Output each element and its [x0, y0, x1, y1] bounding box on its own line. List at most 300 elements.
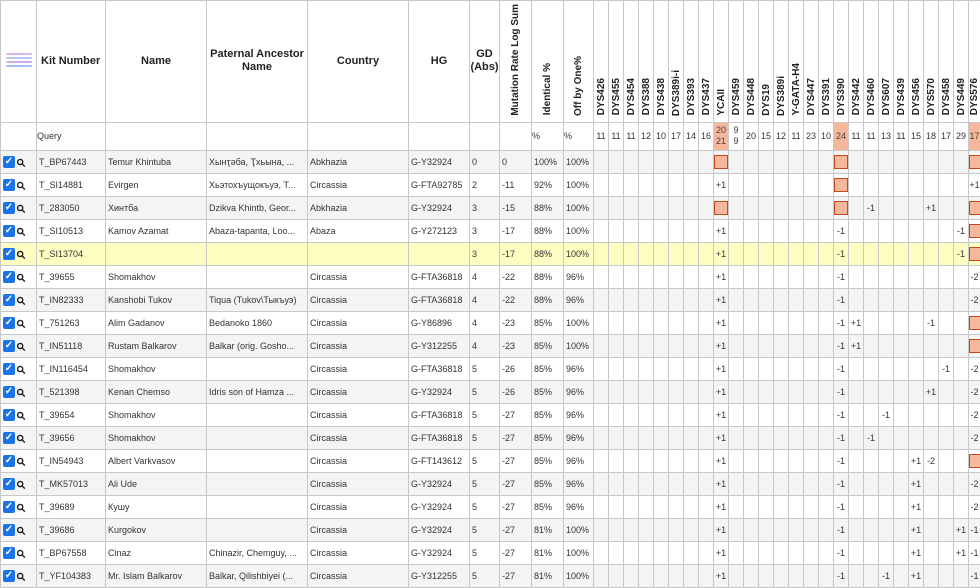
- row-checkbox[interactable]: ✓: [3, 478, 15, 490]
- gd-cell: 5: [470, 541, 500, 564]
- gd-cell: 5: [470, 403, 500, 426]
- row-checkbox[interactable]: ✓: [3, 386, 15, 398]
- gd-cell: 4: [470, 288, 500, 311]
- marker-cell: [789, 380, 804, 403]
- marker-cell: [654, 495, 669, 518]
- marker-cell: [699, 334, 714, 357]
- marker-cell: [894, 518, 909, 541]
- kit-number-cell[interactable]: T_39656: [37, 426, 106, 449]
- marker-cell: [654, 541, 669, 564]
- query-marker-value-part: 20: [714, 125, 728, 136]
- diff-marker-box: [834, 155, 848, 169]
- marker-cell: -1: [834, 495, 849, 518]
- marker-cell: [774, 541, 789, 564]
- marker-cell: [609, 334, 624, 357]
- search-icon[interactable]: ⚲: [15, 222, 32, 239]
- search-icon[interactable]: ⚲: [15, 360, 32, 377]
- marker-cell: [624, 150, 639, 173]
- query-marker-value: 29: [954, 122, 969, 150]
- marker-cell: [879, 265, 894, 288]
- gd-cell: 3: [470, 196, 500, 219]
- gd-cell: 5: [470, 518, 500, 541]
- marker-cell: [774, 426, 789, 449]
- marker-cell: [699, 288, 714, 311]
- marker-cell: [879, 242, 894, 265]
- kit-number-cell[interactable]: T_YF104383: [37, 564, 106, 587]
- search-icon[interactable]: ⚲: [15, 337, 32, 354]
- marker-cell: [594, 449, 609, 472]
- col-marker[interactable]: DYS439: [894, 1, 909, 123]
- marker-cell: [669, 449, 684, 472]
- marker-cell: [849, 357, 864, 380]
- col-marker[interactable]: DYS458: [939, 1, 954, 123]
- kit-number-cell[interactable]: T_BP67558: [37, 541, 106, 564]
- app-logo: [1, 1, 37, 123]
- col-marker[interactable]: DYS456: [909, 1, 924, 123]
- marker-cell: [624, 403, 639, 426]
- marker-cell: -2: [924, 449, 939, 472]
- col-off-by-one[interactable]: Off by One%: [564, 1, 594, 123]
- marker-cell: [924, 472, 939, 495]
- gd-cell: 3: [470, 219, 500, 242]
- marker-cell: [774, 196, 789, 219]
- col-marker[interactable]: Y-GATA-H4: [789, 1, 804, 123]
- marker-cell: [654, 242, 669, 265]
- country-cell: Circassia: [308, 380, 409, 403]
- marker-cell: -1: [834, 380, 849, 403]
- search-icon[interactable]: ⚲: [15, 314, 32, 331]
- search-icon[interactable]: ⚲: [15, 383, 32, 400]
- col-marker[interactable]: DYS389i-i: [669, 1, 684, 123]
- kit-number-cell[interactable]: T_MK57013: [37, 472, 106, 495]
- mutation-cell: -27: [500, 426, 532, 449]
- marker-cell: [924, 426, 939, 449]
- identical-cell: 81%: [532, 518, 564, 541]
- marker-cell: [654, 196, 669, 219]
- col-kit-number[interactable]: Kit Number: [37, 1, 106, 123]
- marker-cell: [909, 265, 924, 288]
- row-controls-wrap: [1, 404, 36, 426]
- marker-cell: +1: [954, 541, 969, 564]
- marker-cell: [849, 196, 864, 219]
- marker-cell: [939, 334, 954, 357]
- gd-cell: 5: [470, 357, 500, 380]
- marker-cell: [789, 495, 804, 518]
- marker-cell: [819, 265, 834, 288]
- col-marker[interactable]: DYS570: [924, 1, 939, 123]
- row-checkbox[interactable]: ✓: [3, 225, 15, 237]
- query-empty-cell: [207, 122, 308, 150]
- marker-cell: [609, 472, 624, 495]
- marker-cell: [939, 196, 954, 219]
- marker-cell: +1: [909, 495, 924, 518]
- marker-cell: [669, 311, 684, 334]
- row-checkbox[interactable]: ✓: [3, 524, 15, 536]
- col-marker[interactable]: DYS459: [729, 1, 744, 123]
- marker-cell: [894, 173, 909, 196]
- marker-cell: [939, 426, 954, 449]
- marker-cell: [849, 173, 864, 196]
- kit-number-cell[interactable]: T_39689: [37, 495, 106, 518]
- marker-cell: [879, 288, 894, 311]
- marker-cell: [759, 380, 774, 403]
- marker-cell: +1: [714, 288, 729, 311]
- marker-cell: [774, 495, 789, 518]
- col-mutation-rate[interactable]: Mutation Rate Log Sum: [500, 1, 532, 123]
- marker-cell: [879, 196, 894, 219]
- marker-cell: [939, 242, 954, 265]
- marker-cell: [639, 265, 654, 288]
- marker-cell: [594, 357, 609, 380]
- col-marker[interactable]: DYS455: [609, 1, 624, 123]
- marker-cell: [864, 173, 879, 196]
- row-controls: [1, 334, 37, 357]
- marker-cell: [594, 173, 609, 196]
- col-paternal-ancestor[interactable]: Paternal Ancestor Name: [207, 1, 308, 123]
- search-icon[interactable]: ⚲: [15, 291, 32, 308]
- col-marker[interactable]: DYS449: [954, 1, 969, 123]
- marker-cell: [594, 219, 609, 242]
- ancestor-cell: Bedanoko 1860: [207, 311, 308, 334]
- kit-number-cell[interactable]: T_SI13704: [37, 242, 106, 265]
- row-checkbox[interactable]: ✓: [3, 156, 15, 168]
- marker-cell: [849, 265, 864, 288]
- marker-cell: [624, 449, 639, 472]
- row-checkbox[interactable]: ✓: [3, 547, 15, 559]
- marker-cell: [774, 242, 789, 265]
- table-row: [1, 449, 980, 472]
- row-checkbox[interactable]: ✓: [3, 363, 15, 375]
- kit-number-cell[interactable]: T_IN51118: [37, 334, 106, 357]
- query-marker-value: 17: [939, 122, 954, 150]
- col-marker[interactable]: DYS447: [804, 1, 819, 123]
- row-checkbox[interactable]: ✓: [3, 409, 15, 421]
- row-checkbox[interactable]: ✓: [3, 340, 15, 352]
- marker-cell: [849, 449, 864, 472]
- marker-cell: +1: [924, 380, 939, 403]
- marker-cell: [864, 495, 879, 518]
- gd-cell: 4: [470, 265, 500, 288]
- col-marker[interactable]: DYS607: [879, 1, 894, 123]
- row-checkbox[interactable]: ✓: [3, 317, 15, 329]
- logo-icon: [6, 52, 32, 68]
- kit-number-cell[interactable]: T_IN54943: [37, 449, 106, 472]
- ancestor-cell: Balkar (orig. Gosho...: [207, 334, 308, 357]
- country-cell: [308, 242, 409, 265]
- country-cell: Circassia: [308, 426, 409, 449]
- marker-cell: [789, 219, 804, 242]
- row-checkbox[interactable]: ✓: [3, 294, 15, 306]
- col-country[interactable]: Country: [308, 1, 409, 123]
- marker-cell: [594, 265, 609, 288]
- search-icon[interactable]: ⚲: [15, 268, 32, 285]
- kit-number-cell[interactable]: T_BP67443: [37, 150, 106, 173]
- query-marker-value: 14: [684, 122, 699, 150]
- col-marker[interactable]: DYS391: [819, 1, 834, 123]
- marker-cell: [954, 472, 969, 495]
- name-cell: Shomakhov: [106, 403, 207, 426]
- table-row: [1, 518, 980, 541]
- marker-cell: [804, 403, 819, 426]
- kit-number-cell[interactable]: T_39655: [37, 265, 106, 288]
- search-icon[interactable]: ⚲: [15, 245, 32, 262]
- col-marker[interactable]: YCAII: [714, 1, 729, 123]
- kit-number-cell[interactable]: T_283050: [37, 196, 106, 219]
- marker-cell: [774, 380, 789, 403]
- marker-cell: +1: [714, 311, 729, 334]
- col-marker[interactable]: DYS576: [969, 1, 980, 123]
- table-row: [1, 196, 980, 219]
- table-row: [1, 541, 980, 564]
- off-by-one-cell: 100%: [564, 219, 594, 242]
- row-checkbox[interactable]: ✓: [3, 455, 15, 467]
- marker-cell: [699, 173, 714, 196]
- row-checkbox[interactable]: ✓: [3, 432, 15, 444]
- diff-marker-box: [969, 201, 980, 215]
- col-marker[interactable]: DYS454: [624, 1, 639, 123]
- marker-cell: [804, 311, 819, 334]
- marker-cell: [759, 426, 774, 449]
- marker-cell: [789, 265, 804, 288]
- marker-cell: [939, 495, 954, 518]
- hg-cell: G-FTA92785: [409, 173, 470, 196]
- marker-cell: [609, 150, 624, 173]
- marker-cell: [879, 426, 894, 449]
- marker-cell: [699, 518, 714, 541]
- marker-cell: [939, 219, 954, 242]
- marker-cell: [849, 541, 864, 564]
- country-cell: Circassia: [308, 288, 409, 311]
- off-by-one-cell: 96%: [564, 426, 594, 449]
- marker-cell: [864, 219, 879, 242]
- marker-cell: +1: [909, 518, 924, 541]
- kit-number-cell[interactable]: T_39654: [37, 403, 106, 426]
- search-icon[interactable]: ⚲: [15, 498, 32, 515]
- marker-cell: [744, 311, 759, 334]
- query-marker-value: 12: [639, 122, 654, 150]
- col-marker[interactable]: DYS437: [699, 1, 714, 123]
- mutation-cell: -26: [500, 357, 532, 380]
- marker-cell: [879, 449, 894, 472]
- marker-cell: [729, 449, 744, 472]
- marker-cell: [774, 449, 789, 472]
- marker-cell: [699, 449, 714, 472]
- search-icon[interactable]: ⚲: [15, 475, 32, 492]
- mutation-cell: -11: [500, 173, 532, 196]
- gd-cell: 0: [470, 150, 500, 173]
- marker-cell: [639, 426, 654, 449]
- ancestor-cell: [207, 403, 308, 426]
- col-name[interactable]: Name: [106, 1, 207, 123]
- marker-cell: [669, 150, 684, 173]
- search-icon[interactable]: ⚲: [15, 429, 32, 446]
- identical-cell: 85%: [532, 472, 564, 495]
- mutation-cell: -27: [500, 472, 532, 495]
- marker-cell: -2: [969, 357, 980, 380]
- col-marker[interactable]: DYS438: [654, 1, 669, 123]
- mutation-cell: -15: [500, 196, 532, 219]
- marker-cell: [879, 472, 894, 495]
- diff-marker-box: [834, 178, 848, 192]
- query-marker-value: 20: [744, 122, 759, 150]
- marker-cell: [684, 242, 699, 265]
- marker-cell: [699, 311, 714, 334]
- col-marker[interactable]: DYS460: [864, 1, 879, 123]
- marker-cell: [594, 495, 609, 518]
- marker-cell: [699, 380, 714, 403]
- hg-cell: G-Y312255: [409, 564, 470, 587]
- name-cell: Shomakhov: [106, 265, 207, 288]
- row-checkbox[interactable]: ✓: [3, 501, 15, 513]
- name-cell: Temur Khintuba: [106, 150, 207, 173]
- col-marker[interactable]: DYS389i: [774, 1, 789, 123]
- row-checkbox[interactable]: ✓: [3, 179, 15, 191]
- row-checkbox[interactable]: ✓: [3, 202, 15, 214]
- marker-cell: [669, 219, 684, 242]
- marker-cell: [789, 242, 804, 265]
- marker-cell: [954, 173, 969, 196]
- hg-cell: G-FTA36818: [409, 426, 470, 449]
- marker-cell: [624, 288, 639, 311]
- col-marker[interactable]: DYS448: [744, 1, 759, 123]
- search-icon[interactable]: ⚲: [15, 567, 32, 584]
- search-icon[interactable]: ⚲: [15, 406, 32, 423]
- marker-cell: [879, 380, 894, 403]
- marker-cell: [639, 380, 654, 403]
- identical-cell: 85%: [532, 311, 564, 334]
- col-marker[interactable]: DYS19: [759, 1, 774, 123]
- marker-cell: [744, 357, 759, 380]
- kit-number-cell[interactable]: T_39686: [37, 518, 106, 541]
- marker-cell: [894, 150, 909, 173]
- marker-cell: -1: [834, 242, 849, 265]
- col-identical[interactable]: Identical %: [532, 1, 564, 123]
- kit-number-cell[interactable]: T_521398: [37, 380, 106, 403]
- off-by-one-cell: 96%: [564, 449, 594, 472]
- marker-cell: [729, 495, 744, 518]
- col-marker[interactable]: DYS390: [834, 1, 849, 123]
- marker-cell: [684, 334, 699, 357]
- query-marker-value: 10: [654, 122, 669, 150]
- marker-cell: [639, 541, 654, 564]
- marker-cell: [729, 196, 744, 219]
- search-icon[interactable]: ⚲: [15, 452, 32, 469]
- kit-number-cell[interactable]: T_SI10513: [37, 219, 106, 242]
- col-marker[interactable]: DYS426: [594, 1, 609, 123]
- marker-cell: [954, 288, 969, 311]
- row-controls-wrap: [1, 358, 36, 380]
- identical-cell: 88%: [532, 219, 564, 242]
- marker-cell: [774, 311, 789, 334]
- marker-cell: [864, 449, 879, 472]
- row-checkbox[interactable]: ✓: [3, 248, 15, 260]
- row-controls: [1, 541, 37, 564]
- marker-cell: [654, 265, 669, 288]
- row-controls-wrap: [1, 519, 36, 541]
- marker-cell: +1: [909, 564, 924, 587]
- marker-cell: [879, 495, 894, 518]
- marker-cell: [684, 311, 699, 334]
- marker-cell: [729, 518, 744, 541]
- marker-cell: +1: [714, 242, 729, 265]
- marker-cell: [669, 495, 684, 518]
- marker-cell: [639, 288, 654, 311]
- marker-cell: -1: [879, 403, 894, 426]
- col-marker[interactable]: DYS442: [849, 1, 864, 123]
- marker-cell: [969, 311, 980, 334]
- marker-cell: [954, 196, 969, 219]
- marker-cell: +1: [714, 173, 729, 196]
- marker-cell: [669, 426, 684, 449]
- marker-cell: -1: [969, 518, 980, 541]
- marker-cell: [804, 495, 819, 518]
- diff-marker-box: [714, 201, 728, 215]
- marker-cell: [894, 449, 909, 472]
- marker-cell: [879, 173, 894, 196]
- marker-cell: [909, 357, 924, 380]
- marker-cell: [639, 219, 654, 242]
- kit-number-cell[interactable]: T_IN82333: [37, 288, 106, 311]
- row-checkbox[interactable]: ✓: [3, 570, 15, 582]
- marker-cell: [819, 518, 834, 541]
- marker-cell: -2: [969, 403, 980, 426]
- marker-cell: [924, 173, 939, 196]
- kit-number-cell[interactable]: T_751263: [37, 311, 106, 334]
- col-gd[interactable]: GD (Abs): [470, 1, 500, 123]
- marker-cell: [789, 196, 804, 219]
- marker-cell: [609, 242, 624, 265]
- marker-cell: [729, 357, 744, 380]
- row-controls-wrap: [1, 542, 36, 564]
- marker-cell: -1: [834, 426, 849, 449]
- ancestor-cell: Abaza-tapanta, Loo...: [207, 219, 308, 242]
- table-row: [1, 472, 980, 495]
- col-marker[interactable]: DYS388: [639, 1, 654, 123]
- col-hg[interactable]: HG: [409, 1, 470, 123]
- marker-cell: +1: [714, 449, 729, 472]
- table-row: [1, 495, 980, 518]
- marker-cell: [639, 334, 654, 357]
- marker-cell: [669, 242, 684, 265]
- marker-cell: [954, 357, 969, 380]
- row-controls-wrap: [1, 335, 36, 357]
- marker-cell: [654, 334, 669, 357]
- kit-number-cell[interactable]: T_IN116454: [37, 357, 106, 380]
- marker-cell: [759, 150, 774, 173]
- marker-cell: [894, 219, 909, 242]
- col-marker[interactable]: DYS393: [684, 1, 699, 123]
- table-row: [1, 265, 980, 288]
- marker-cell: [744, 518, 759, 541]
- search-icon[interactable]: ⚲: [15, 176, 32, 193]
- row-controls: [1, 518, 37, 541]
- marker-cell: [624, 426, 639, 449]
- identical-cell: 92%: [532, 173, 564, 196]
- search-icon[interactable]: ⚲: [15, 521, 32, 538]
- search-icon[interactable]: ⚲: [15, 544, 32, 561]
- kit-number-cell[interactable]: T_SI14881: [37, 173, 106, 196]
- search-icon[interactable]: ⚲: [15, 153, 32, 170]
- marker-cell: -1: [924, 311, 939, 334]
- search-icon[interactable]: ⚲: [15, 199, 32, 216]
- marker-cell: [609, 173, 624, 196]
- marker-cell: [759, 288, 774, 311]
- row-controls-wrap: [1, 174, 36, 196]
- row-checkbox[interactable]: ✓: [3, 271, 15, 283]
- marker-cell: [684, 288, 699, 311]
- marker-cell: [819, 173, 834, 196]
- marker-cell: [744, 196, 759, 219]
